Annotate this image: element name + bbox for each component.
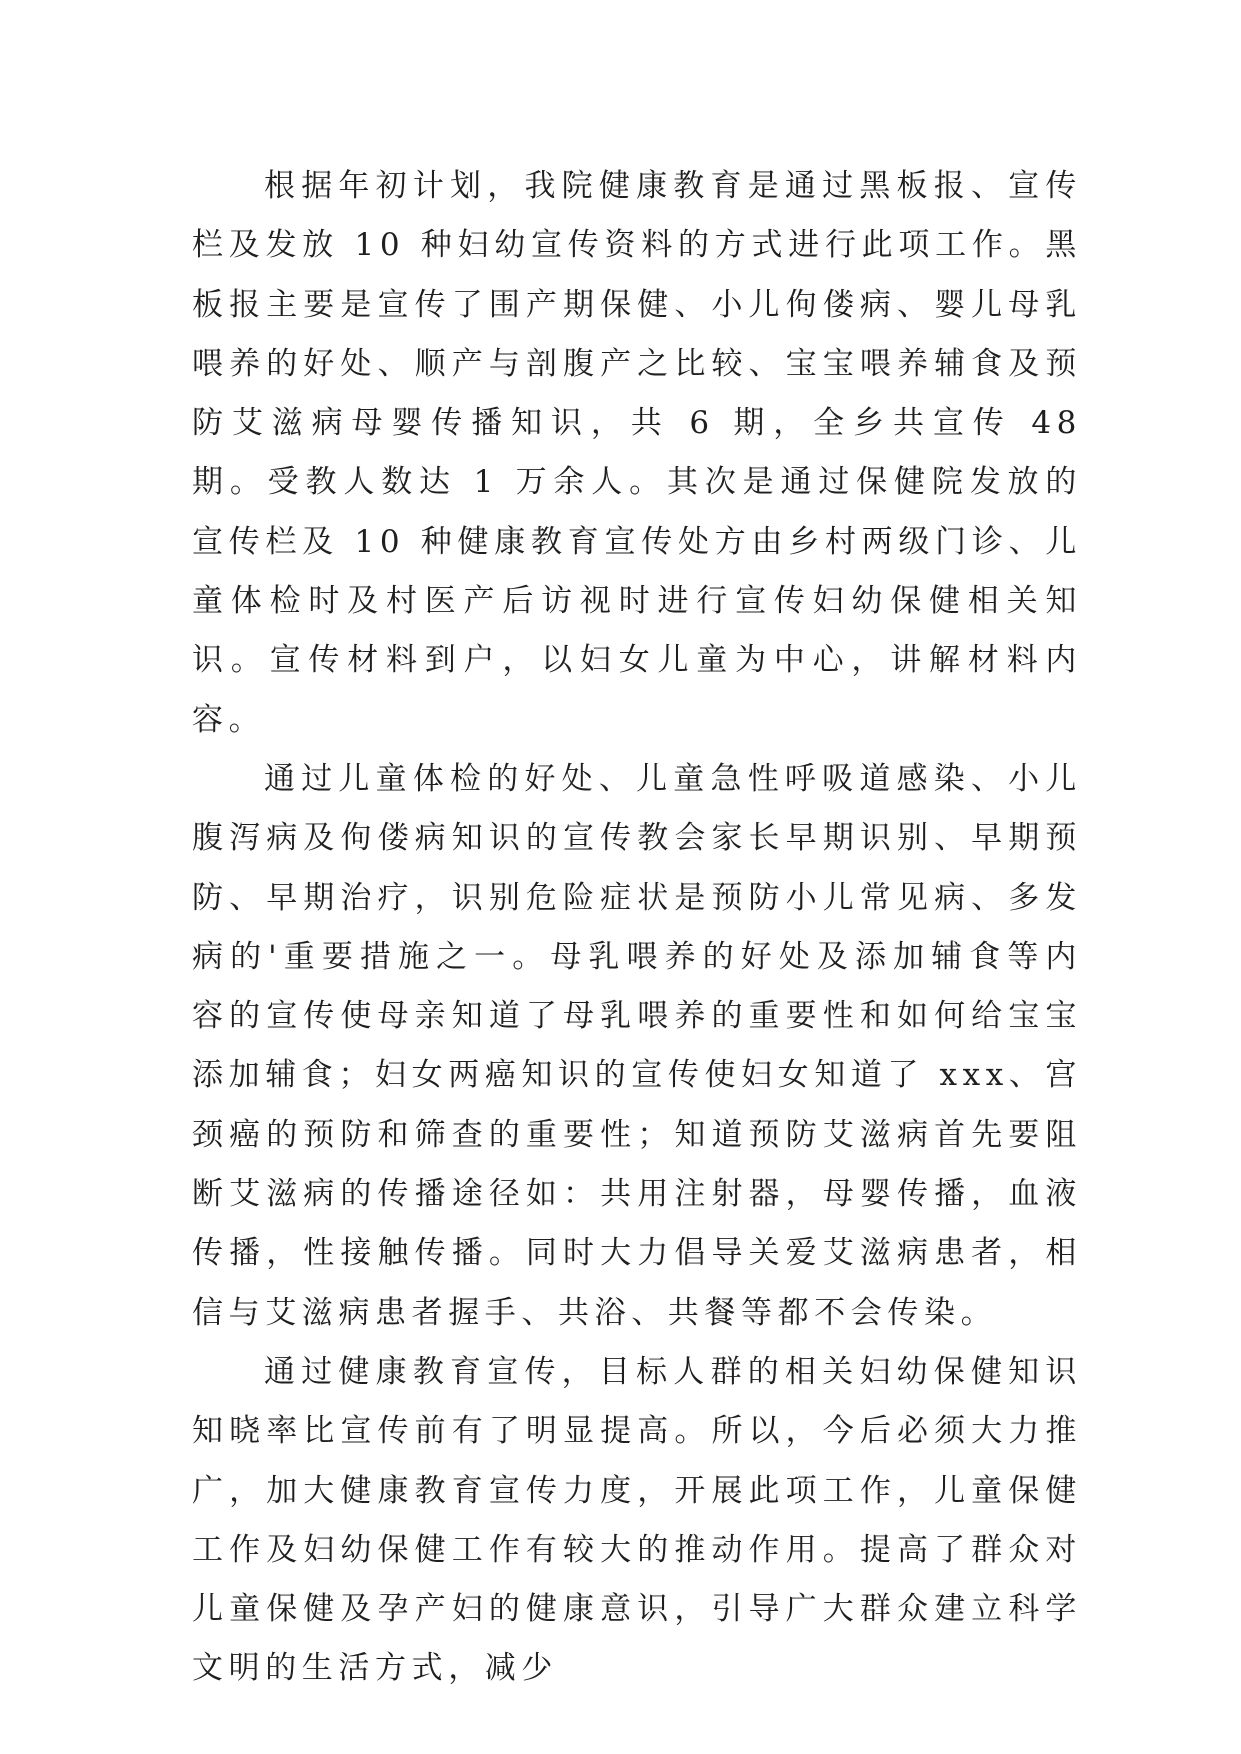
document-page — [192, 157, 1082, 1717]
paragraph-3: 通过健康教育宣传，目标人群的相关妇幼保健知识知晓率比宣传前有了明显提高。所以，今后必须大力推广，加大健康教育宣传力度，开展此项工作，儿童保健工作及妇幼保健工作有较大的推动作用。提高了群众对儿童保健及孕产妇的健康意识，引导广大群众建立科学文明的生活方式，减少 — [192, 1353, 1082, 1687]
paragraph-1: 根据年初计划，我院健康教育是通过黑板报、宣传栏及发放 10 种妇幼宣传资料的方式进行此项工作。黑板报主要是宣传了围产期保健、小儿佝偻病、婴儿母乳喂养的好处、顺产与剖腹产之比较、宝宝喂养辅食及预防艾滋病母婴传播知识，共 6 期，全乡共宣传 48 期。受教人数达 1 万余人。其次是通过保健院发放的宣传栏及 10 种健康教育宣传处方由乡村两级门诊、儿童体检时及村医产后访视时进行宣传妇幼保健相关知识。宣传材料到户，以妇女儿童为中心，讲解材料内容。 — [192, 168, 1082, 738]
paragraph-2: 通过儿童体检的好处、儿童急性呼吸道感染、小儿腹泻病及佝偻病知识的宣传教会家长早期识别、早期预防、早期治疗，识别危险症状是预防小儿常见病、多发病的'重要措施之一。母乳喂养的好处及添加辅食等内容的宣传使母亲知道了母乳喂养的重要性和如何给宝宝添加辅食；妇女两癌知识的宣传使妇女知道了 xxx、宫颈癌的预防和筛查的重要性；知道预防艾滋病首先要阻断艾滋病的传播途径如：共用注射器，母婴传播，血液传播，性接触传播。同时大力倡导关爱艾滋病患者，相信与艾滋病患者握手、共浴、共餐等都不会传染。 — [192, 760, 1082, 1331]
